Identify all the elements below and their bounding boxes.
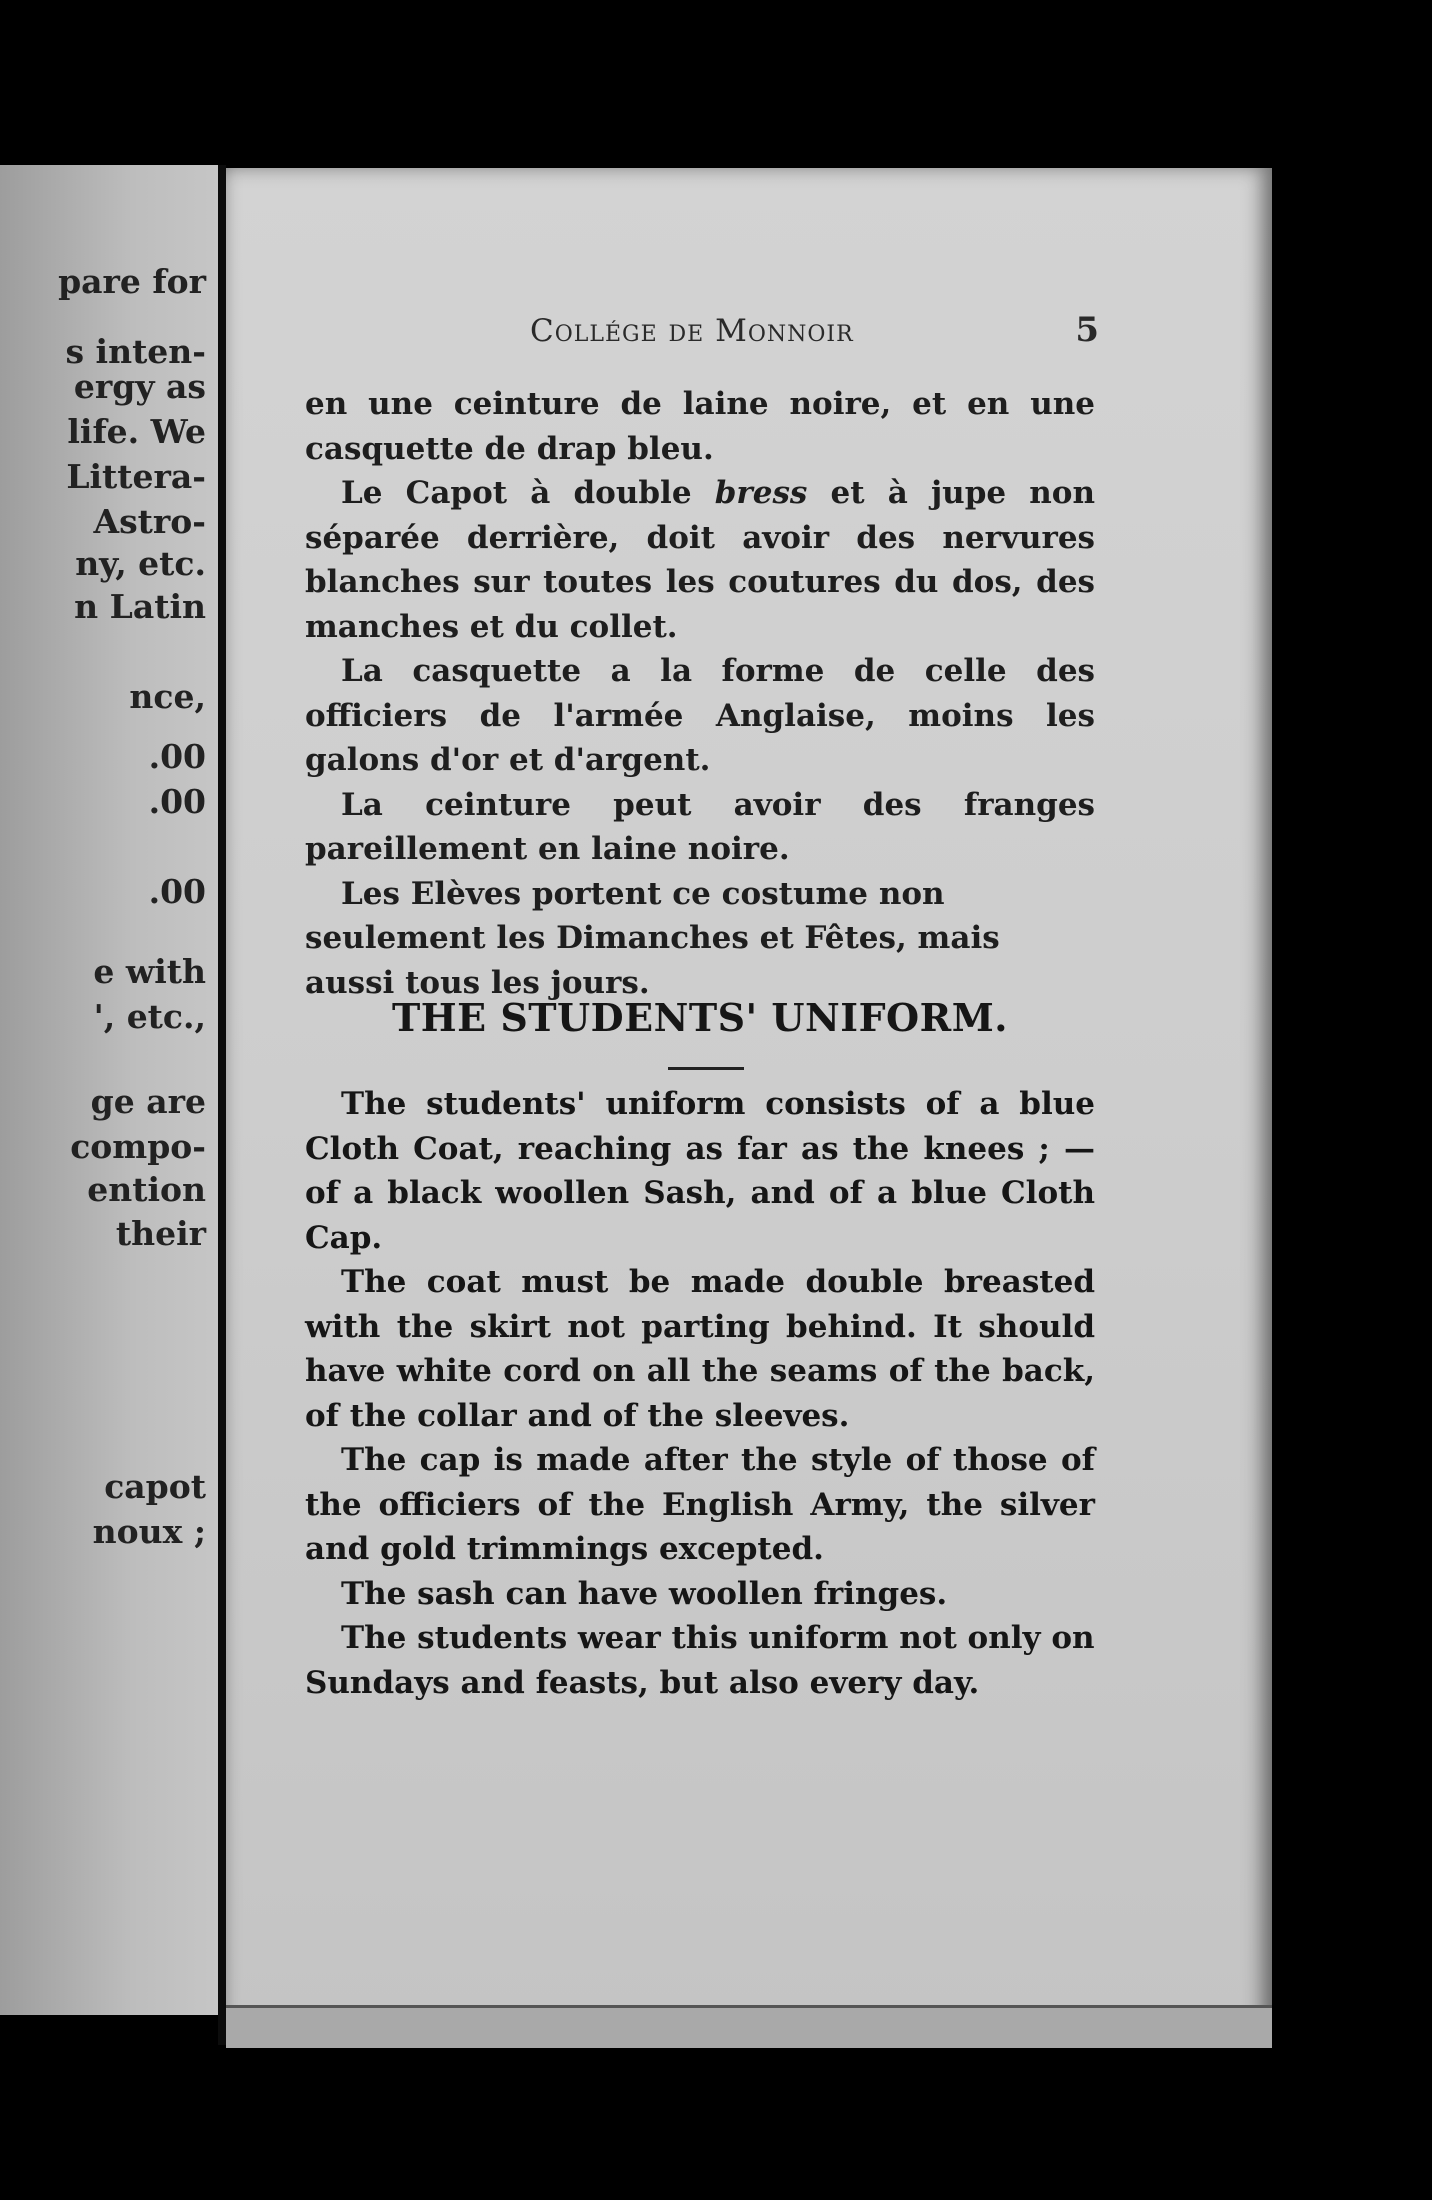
english-paragraph: The students wear this uniform not only on Sundays and feasts, but also every day. [305, 1620, 1095, 1701]
left-fragment: life. We [67, 412, 206, 451]
left-fragment: s inten- [65, 332, 206, 371]
french-text: et à jupe non séparée derrière, doit avoir des nervures blanches sur toutes les coutures du dos, des manches et du collet. [305, 475, 1095, 645]
english-paragraph: The students' uniform consists of a blue Cloth Coat, reaching as far as the knees ; — of a black woollen Sash, and of a blue Cloth Cap. [305, 1086, 1095, 1256]
running-title: Collége de Monnoir [530, 313, 854, 349]
left-fragment: Littera- [66, 457, 206, 496]
left-fragment: e with [93, 952, 206, 991]
left-fragment: pare for [58, 262, 206, 301]
gutter-rule [218, 165, 226, 2045]
left-fragment: ge are [90, 1082, 206, 1121]
page-number: 5 [1075, 310, 1100, 350]
adjacent-page [0, 165, 220, 2015]
left-fragment: compo- [70, 1127, 206, 1166]
left-fragment: .00 [148, 737, 206, 776]
french-paragraph: La ceinture peut avoir des franges pareillement en laine noire. [305, 786, 1095, 867]
page-bottom-edge [226, 2005, 1272, 2048]
left-fragment: Astro- [93, 502, 206, 541]
french-text: Le Capot à double [341, 475, 715, 511]
left-fragment: ny, etc. [75, 544, 206, 583]
left-fragment: n Latin [74, 587, 206, 626]
left-fragment: their [115, 1214, 206, 1253]
french-paragraph: Les Elèves portent ce costume non seulement les Dimanches et Fêtes, mais aussi tous les jours. [305, 875, 1000, 1001]
left-fragment: ention [87, 1170, 206, 1209]
section-heading: THE STUDENTS' UNIFORM. [391, 995, 1009, 1040]
french-paragraph [305, 471, 1095, 649]
left-fragment: ', etc., [93, 997, 206, 1036]
french-italic-word: bress [714, 475, 808, 511]
french-section [305, 382, 1095, 1005]
left-fragment: ergy as [73, 367, 206, 406]
english-paragraph: The sash can have woollen fringes. [341, 1575, 948, 1612]
english-paragraph: The cap is made after the style of those of the officiers of the English Army, the silver and gold trimmings excepted. [305, 1442, 1095, 1567]
left-fragment: nce, [129, 677, 206, 716]
english-paragraph: The coat must be made double breasted with the skirt not parting behind. It should have white cord on all the seams of the back, of the collar and of the sleeves. [305, 1264, 1095, 1434]
left-fragment: .00 [148, 872, 206, 911]
french-paragraph: La casquette a la forme de celle des officiers de l'armée Anglaise, moins les galons d'or et d'argent. [305, 653, 1095, 778]
english-section [305, 1082, 1095, 1705]
left-fragment: noux ; [92, 1512, 206, 1551]
heading-rule [668, 1067, 744, 1070]
french-paragraph: en une ceinture de laine noire, et en une casquette de drap bleu. [305, 386, 1095, 467]
left-fragment: capot [104, 1467, 206, 1506]
running-head [300, 310, 1100, 350]
left-fragment: .00 [148, 782, 206, 821]
